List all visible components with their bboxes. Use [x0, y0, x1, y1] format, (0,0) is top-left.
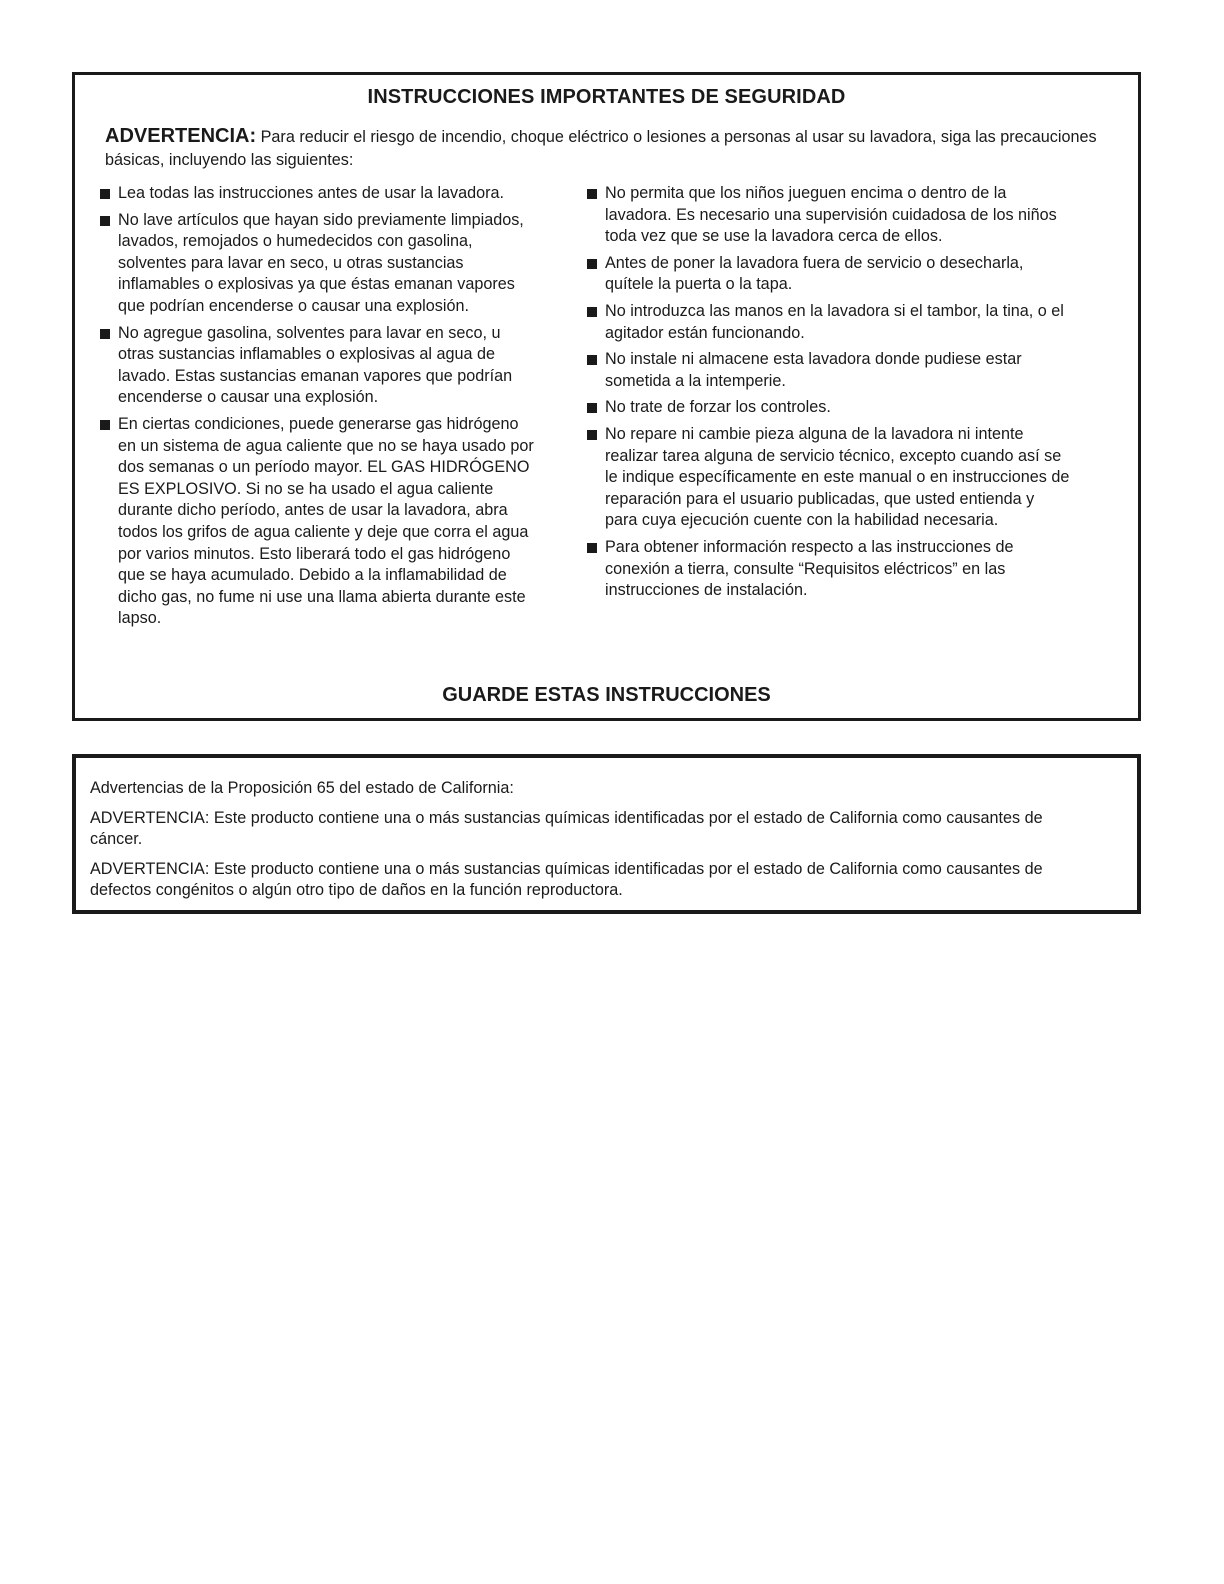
list-item: No instale ni almacene esta lavadora donde pudiese estar sometida a la intemperie.: [586, 349, 1071, 392]
list-item: No agregue gasolina, solventes para lavar en seco, u otras sustancias inflamables o explosivas al agua de lavado. Estas sustancias emanan vapores que podrían encenderse o causar una explosión.: [99, 323, 539, 409]
prop65-heading: Advertencias de la Proposición 65 del estado de California:: [90, 779, 514, 797]
warning-intro-text: Para reducir el riesgo de incendio, choque eléctrico o lesiones a personas al usar su lavadora, siga las precauciones básicas, incluyendo las siguientes:: [105, 128, 1097, 169]
square-bullet-icon: [100, 189, 110, 199]
list-item: Para obtener información respecto a las instrucciones de conexión a tierra, consulte “Requisitos eléctricos” en las instrucciones de instalación.: [586, 537, 1071, 602]
list-item: No repare ni cambie pieza alguna de la lavadora ni intente realizar tarea alguna de servicio técnico, excepto cuando así se le indique específicamente en este manual o en instrucciones de reparación para el usuario publicadas, que usted entienda y para cuya ejecución cuente con la habilidad necesaria.: [586, 424, 1071, 532]
safety-instructions-box: [72, 72, 1141, 721]
prop65-warning-box: [72, 754, 1141, 914]
square-bullet-icon: [587, 189, 597, 199]
list-item: Lea todas las instrucciones antes de usar la lavadora.: [99, 183, 539, 205]
square-bullet-icon: [587, 543, 597, 553]
save-instructions-title: GUARDE ESTAS INSTRUCCIONES: [442, 684, 771, 706]
square-bullet-icon: [587, 403, 597, 413]
square-bullet-icon: [587, 430, 597, 440]
square-bullet-icon: [587, 307, 597, 317]
prop65-cancer-warning: ADVERTENCIA: Este producto contiene una o más sustancias químicas identificadas por el estado de California como causantes de cáncer.: [90, 809, 1043, 848]
safety-list-left: [99, 183, 539, 635]
square-bullet-icon: [587, 355, 597, 365]
list-item: En ciertas condiciones, puede generarse gas hidrógeno en un sistema de agua caliente que no se haya usado por dos semanas o un período mayor. EL GAS HIDRÓGENO ES EXPLOSIVO. Si no se ha usado el agua caliente durante dicho período, antes de usar la lavadora, abra todos los grifos de agua caliente y deje que corra el agua por varios minutos. Esto liberará todo el gas hidrógeno que se haya acumulado. Debido a la inflamabilidad de dicho gas, no fume ni use una llama abierta durante este lapso.: [99, 414, 539, 630]
square-bullet-icon: [100, 329, 110, 339]
square-bullet-icon: [100, 420, 110, 430]
square-bullet-icon: [100, 216, 110, 226]
list-item: No permita que los niños jueguen encima o dentro de la lavadora. Es necesario una supervisión cuidadosa de los niños toda vez que se use la lavadora cerca de ellos.: [586, 183, 1071, 248]
prop65-reproductive-warning: ADVERTENCIA: Este producto contiene una o más sustancias químicas identificadas por el estado de California como causantes de defectos congénitos o algún otro tipo de daños en la función reproductora.: [90, 860, 1043, 899]
prop65-content: [90, 778, 1097, 910]
list-item: Antes de poner la lavadora fuera de servicio o desecharla, quítele la puerta o la tapa.: [586, 253, 1071, 296]
list-item: No trate de forzar los controles.: [586, 397, 1071, 419]
warning-label: ADVERTENCIA:: [105, 125, 257, 147]
square-bullet-icon: [587, 259, 597, 269]
list-item: No introduzca las manos en la lavadora si el tambor, la tina, o el agitador están funcionando.: [586, 301, 1071, 344]
safety-list-right: [586, 183, 1071, 607]
warning-intro: [105, 125, 1098, 172]
list-item: No lave artículos que hayan sido previamente limpiados, lavados, remojados o humedecidos con gasolina, solventes para lavar en seco, u otras sustancias inflamables o explosivas ya que éstas emanan vapores que podrían encenderse o causar una explosión.: [99, 210, 539, 318]
safety-title: INSTRUCCIONES IMPORTANTES DE SEGURIDAD: [367, 86, 846, 108]
